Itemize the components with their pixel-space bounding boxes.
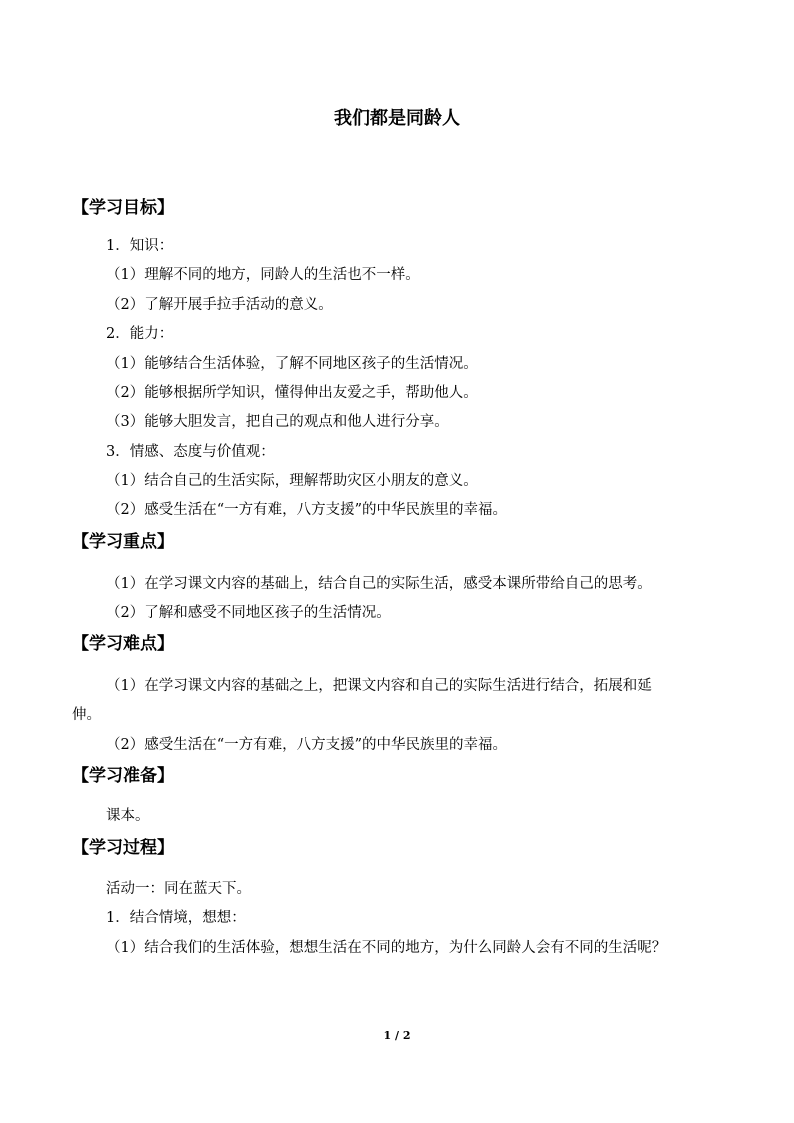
objectives-emotion-item-1: （1）结合自己的生活实际，理解帮助灾区小朋友的意义。 xyxy=(106,473,478,489)
objectives-knowledge-item-1: （1）理解不同的地方，同龄人的生活也不一样。 xyxy=(106,267,420,283)
key-point-1: （1）在学习课文内容的基础上，结合自己的实际生活，感受本课所带给自己的思考。 xyxy=(106,576,652,592)
key-point-2: （2）了解和感受不同地区孩子的生活情况。 xyxy=(106,605,391,621)
difficulty-1-line-2: 伸。 xyxy=(72,707,101,723)
heading-key-points: 【学习重点】 xyxy=(72,532,174,552)
heading-objectives: 【学习目标】 xyxy=(72,198,174,218)
objectives-ability-label: 2．能力： xyxy=(106,326,174,342)
difficulty-2: （2）感受生活在“一方有难，八方支援”的中华民族里的幸福。 xyxy=(106,737,508,753)
heading-preparation: 【学习准备】 xyxy=(72,766,174,786)
objectives-knowledge-item-2: （2）了解开展手拉手活动的意义。 xyxy=(106,297,333,313)
process-activity-1: 活动一：同在蓝天下。 xyxy=(106,881,251,897)
objectives-ability-item-1: （1）能够结合生活体验，了解不同地区孩子的生活情况。 xyxy=(106,356,478,372)
difficulty-1-line-1: （1）在学习课文内容的基础之上，把课文内容和自己的实际生活进行结合，拓展和延 xyxy=(106,678,652,694)
heading-process: 【学习过程】 xyxy=(72,838,174,858)
objectives-emotion-label: 3．情感、态度与价值观： xyxy=(106,444,275,460)
preparation-content: 课本。 xyxy=(106,808,150,824)
process-question-1: （1）结合我们的生活体验，想想生活在不同的地方，为什么同龄人会有不同的生活呢？ xyxy=(106,940,667,956)
objectives-ability-item-3: （3）能够大胆发言，把自己的观点和他人进行分享。 xyxy=(106,414,449,430)
objectives-knowledge-label: 1．知识： xyxy=(106,238,174,254)
document-title: 我们都是同龄人 xyxy=(334,108,460,129)
objectives-ability-item-2: （2）能够根据所学知识，懂得伸出友爱之手，帮助他人。 xyxy=(106,385,478,401)
page-number: 1 / 2 xyxy=(383,1029,411,1042)
process-step-1: 1．结合情境，想想： xyxy=(106,910,246,926)
objectives-emotion-item-2: （2）感受生活在“一方有难，八方支援”的中华民族里的幸福。 xyxy=(106,502,508,518)
heading-difficulties: 【学习难点】 xyxy=(72,634,174,654)
